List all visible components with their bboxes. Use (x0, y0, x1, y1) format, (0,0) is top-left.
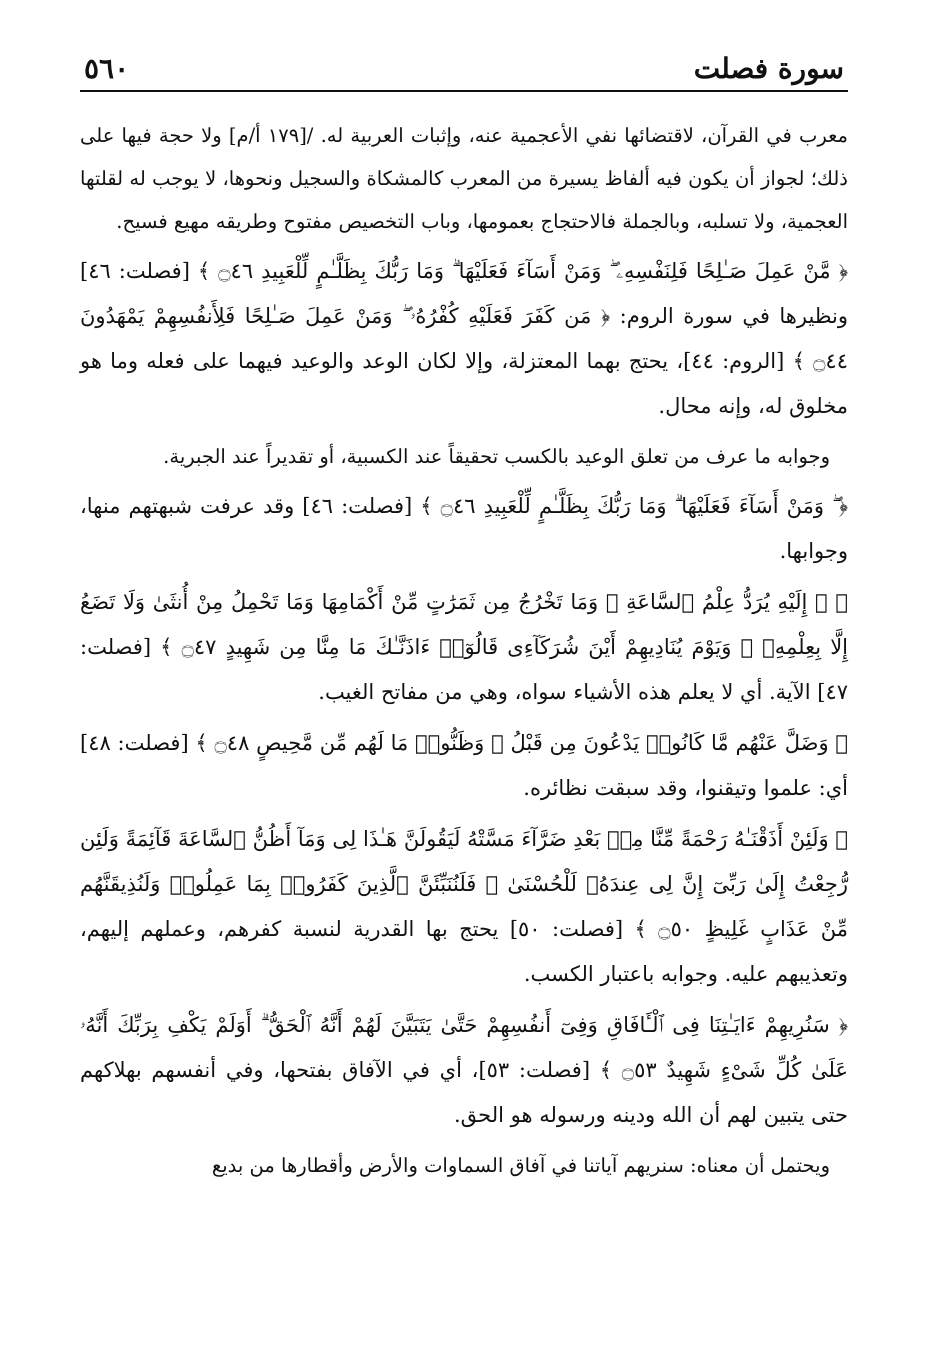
paragraph-7-quran-verse: ﴿ سَنُرِيهِمْ ءَايَـٰتِنَا فِى ٱلْـَٔافَاقِ وَفِىٓ أَنفُسِهِمْ حَتَّىٰ يَتَبَيَّنَ لَهُمْ أَنَّهُ ٱلْحَقُّ ۗ أَوَلَمْ يَكْفِ بِرَبِّكَ أَنَّهُۥ عَلَىٰ كُلِّ شَىْءٍ شَهِيدٌ ۝٥٣ ﴾ [فصلت: ٥٣]، أي في الآفاق بفتحها، وفي أنفسهم بهلاكهم حتى يتبين لهم أن الله ودينه ورسوله هو الحق. (80, 1013, 849, 1127)
page-number: ٥٦٠ (84, 52, 130, 85)
page-body (80, 114, 848, 1187)
surah-title: سورة فصلت (693, 52, 844, 85)
paragraph-5-quran-verse: ﴿ وَضَلَّ عَنْهُم مَّا كَانُوا۟ يَدْعُونَ مِن قَبْلُ ۖ وَظَنُّوا۟ مَا لَهُم مِّن مَّحِيصٍ ۝٤٨ ﴾ [فصلت: ٤٨] أي: علموا وتيقنوا، وقد سبقت نظائره. (80, 731, 849, 800)
document-page (80, 52, 848, 1193)
page-header (80, 52, 848, 92)
paragraph-6-quran-verse: ﴿ وَلَئِنْ أَذَقْنَـٰهُ رَحْمَةً مِّنَّا مِنۢ بَعْدِ ضَرَّآءَ مَسَّتْهُ لَيَقُولَنَّ هَـٰذَا لِى وَمَآ أَظُنُّ ٱلسَّاعَةَ قَآئِمَةً وَلَئِن رُّجِعْتُ إِلَىٰ رَبِّىٓ إِنَّ لِى عِندَهُۥ لَلْحُسْنَىٰ ۚ فَلَنُنَبِّئَنَّ ٱلَّذِينَ كَفَرُوا۟ بِمَا عَمِلُوا۟ وَلَنُذِيقَنَّهُم مِّنْ عَذَابٍ غَلِيظٍ ۝٥٠ ﴾ [فصلت: ٥٠] يحتج بها القدرية لنسبة كفرهم، وعملهم إليهم، وتعذيبهم عليه. وجوابه باعتبار الكسب. (80, 827, 849, 986)
paragraph-0: معرب في القرآن، لاقتضائها نفي الأعجمية عنه، وإثبات العربية له. /[١٧٩ أ/م] ولا حجة فيها على ذلك؛ لجواز أن يكون فيه ألفاظ يسيرة من المعرب كالمشكاة والسجيل ونحوها، لا يوجب له لقلتها العجمية، ولا تسلبه، وبالجملة فالاحتجاج بعمومها، وباب التخصيص مفتوح وطريقه مهيع فسيح. (80, 124, 848, 233)
paragraph-3-quran-verse: ﴿ ۖ وَمَنْ أَسَآءَ فَعَلَيْهَا ۗ وَمَا رَبُّكَ بِظَلَّـٰمٍ لِّلْعَبِيدِ ۝٤٦ ﴾ [فصلت: ٤٦] وقد عرفت شبهتهم منها، وجوابها. (80, 494, 849, 563)
paragraph-4-quran-verse: ﴿ ۞ إِلَيْهِ يُرَدُّ عِلْمُ ٱلسَّاعَةِ ۚ وَمَا تَخْرُجُ مِن ثَمَرَٰتٍ مِّنْ أَكْمَامِهَا وَمَا تَحْمِلُ مِنْ أُنثَىٰ وَلَا تَضَعُ إِلَّا بِعِلْمِهِۦ ۚ وَيَوْمَ يُنَادِيهِمْ أَيْنَ شُرَكَآءِى قَالُوٓا۟ ءَاذَنَّـٰكَ مَا مِنَّا مِن شَهِيدٍ ۝٤٧ ﴾ [فصلت: ٤٧] الآية. أي لا يعلم هذه الأشياء سواه، وهي من مفاتح الغيب. (80, 590, 849, 704)
paragraph-8: ويحتمل أن معناه: سنريهم آياتنا في آفاق السماوات والأرض وأقطارها من بديع (211, 1154, 830, 1177)
paragraph-2: وجوابه ما عرف من تعلق الوعيد بالكسب تحقيقاً عند الكسبية، أو تقديراً عند الجبرية. (163, 445, 830, 468)
paragraph-1-quran-verse: ﴿ مَّنْ عَمِلَ صَـٰلِحًا فَلِنَفْسِهِۦ ۖ وَمَنْ أَسَآءَ فَعَلَيْهَا ۗ وَمَا رَبُّكَ بِظَلَّـٰمٍ لِّلْعَبِيدِ ۝٤٦ ﴾ [فصلت: ٤٦] ونظيرها في سورة الروم: ﴿ مَن كَفَرَ فَعَلَيْهِ كُفْرُهُۥ ۖ وَمَنْ عَمِلَ صَـٰلِحًا فَلِأَنفُسِهِمْ يَمْهَدُونَ ۝٤٤ ﴾ [الروم: ٤٤]، يحتج بهما المعتزلة، وإلا لكان الوعد والوعيد فيهما على فعله وما هو مخلوق له، وإنه محال. (80, 259, 848, 418)
